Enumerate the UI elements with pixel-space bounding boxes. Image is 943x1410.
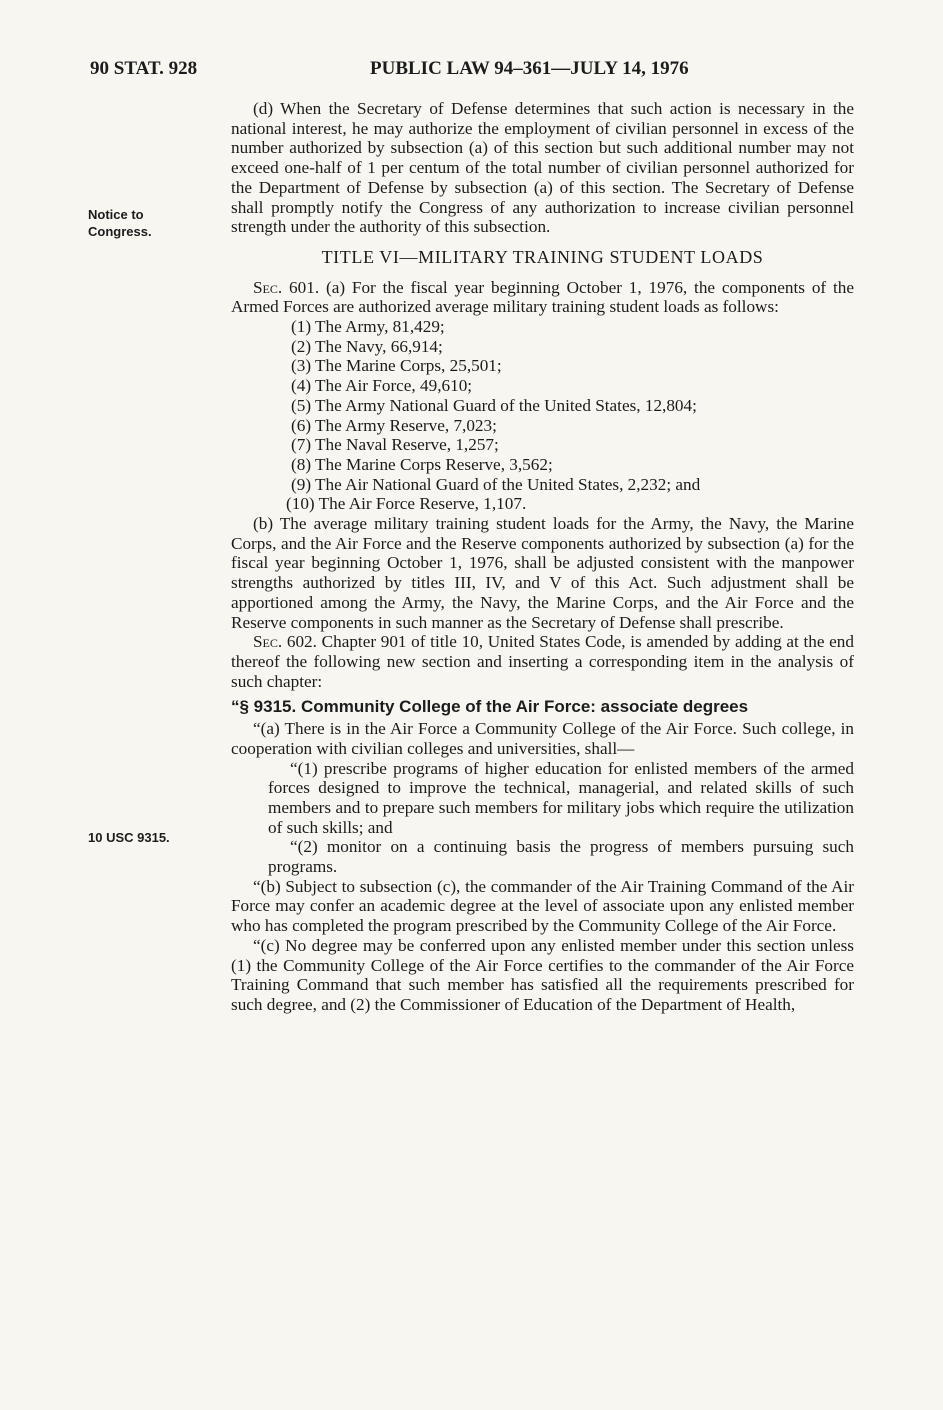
- list-item: (1) The Army, 81,429;: [291, 317, 445, 337]
- margin-note-usc: [88, 829, 170, 846]
- running-head: [90, 58, 855, 86]
- list-item: (5) The Army National Guard of the United States, 12,804;: [291, 395, 697, 415]
- paragraph-d: (d) When the Secretary of Defense determines that such action is necessary in the national interest, he may authorize the employment of civilian personnel in excess of the number authorized by subsection (a) of this section but such additional number may not exceed one-half of 1 per centum of the total number of civilian personnel authorized for the Department of Defense by subsection (a) of this section. The Secretary of Defense shall promptly notify the Congress of any authorization to increase civilian personnel strength under the authority of this subsection.: [231, 99, 854, 237]
- list-item: (7) The Naval Reserve, 1,257;: [291, 435, 499, 455]
- title-heading: TITLE VI—MILITARY TRAINING STUDENT LOADS: [321, 246, 764, 267]
- list-item: (4) The Air Force, 49,610;: [291, 376, 473, 396]
- list-item: (8) The Marine Corps Reserve, 3,562;: [291, 454, 553, 474]
- sec9315-paragraph-c: “(c) No degree may be conferred upon any enlisted member under this section unless (1) the Community College of the Air Force certifies to the commander of the Air Force Training Command that such member has satisfied all the requirements prescribed for such degree, and (2) the Commissioner of Education of the Department of Health,: [231, 935, 854, 1014]
- stat-page-number: 90 STAT. 928: [90, 58, 198, 79]
- sec602-text: Chapter 901 of title 10, United States Code, is amended by adding at the end thereof the following new section and inserting a corresponding item in the analysis of such chapter:: [231, 632, 854, 691]
- margin-note-notice-line2: Congress.: [88, 224, 152, 239]
- section-9315-heading: “§ 9315. Community College of the Air Force: associate degrees: [231, 697, 749, 717]
- sec602-label: Sec. 602.: [253, 632, 317, 652]
- list-item: (9) The Air National Guard of the United States, 2,232; and: [291, 474, 701, 494]
- law-title: PUBLIC LAW 94–361—JULY 14, 1976: [370, 58, 689, 79]
- sec601-paragraph-b: (b) The average military training student loads for the Army, the Navy, the Marine Corps, and the Air Force and the Reserve components authorized by subsection (a) for the fiscal year beginning October 1, 1976, shall be adjusted consistent with the manpower strengths authorized by titles III, IV, and V of this Act. Such adjustment shall be apportioned among the Army, the Navy, the Marine Corps, and the Air Force and the Reserve components in such manner as the Secretary of Defense shall prescribe.: [231, 514, 854, 632]
- sec9315-paragraph-a: “(a) There is in the Air Force a Community College of the Air Force. Such college, in cooperation with civilian colleges and universities, shall—: [231, 719, 854, 758]
- list-item: (2) The Navy, 66,914;: [291, 336, 443, 356]
- sec601-intro-text: (a) For the fiscal year beginning October 1, 1976, the components of the Armed Forces are authorized average military training student loads as follows:: [231, 277, 854, 317]
- margin-note-notice: [88, 206, 152, 240]
- list-item: (3) The Marine Corps, 25,501;: [291, 356, 502, 376]
- sec9315-item-2: “(2) monitor on a continuing basis the progress of members pursuing such programs.: [268, 837, 854, 877]
- document-body: [231, 99, 854, 1015]
- margin-note-usc-citation: 10 USC 9315.: [88, 830, 170, 845]
- margin-note-notice-line1: Notice to: [88, 207, 144, 222]
- sec601-label: Sec. 601.: [253, 277, 320, 297]
- sec9315-paragraph-b: “(b) Subject to subsection (c), the commander of the Air Training Command of the Air Force may confer an academic degree at the level of associate upon any enlisted member who has completed the program prescribed by the Community College of the Air Force.: [231, 876, 854, 936]
- sec9315-item-1: “(1) prescribe programs of higher education for enlisted members of the armed forces designed to improve the technical, managerial, and related skills of such members and to prepare such members for military jobs which require the utilization of such skills; and: [268, 758, 854, 837]
- student-loads-list: [231, 317, 854, 514]
- sec602-paragraph: [231, 632, 854, 691]
- list-item: (6) The Army Reserve, 7,023;: [291, 415, 497, 435]
- sec601-intro: [231, 278, 854, 317]
- list-item: (10) The Air Force Reserve, 1,107.: [286, 494, 527, 514]
